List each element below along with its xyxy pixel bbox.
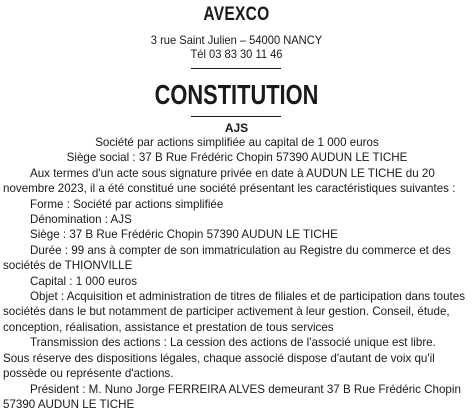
notice-line-transfer-cont1: Sous réserve des dispositions légales, chaque associé dispose d'autant de voix qu'il: [3, 351, 435, 365]
notice-line-duration: Durée : 99 ans à compter de son immatriculation au Registre du commerce et des: [30, 243, 451, 257]
notice-line-transfer: Transmission des actions : La cession des actions de l'associé unique est libre.: [30, 336, 436, 350]
publisher-address: 3 rue Saint Julien – 54000 NANCY: [150, 34, 323, 47]
notice-line-president-cont: 57390 AUDUN LE TICHE: [3, 397, 135, 411]
publisher-name: AVEXCO: [203, 4, 270, 25]
notice-title: CONSTITUTION: [154, 79, 319, 110]
notice-line-purpose: Objet : Acquisition et administration de titres de filiales et de participation dans toutes: [30, 290, 466, 304]
company-name: AJS: [224, 121, 249, 135]
divider-bottom: [191, 116, 281, 117]
divider-top: [191, 68, 281, 69]
notice-line-capital-header: Société par actions simplifiée au capital de 1 000 euros: [95, 136, 379, 149]
notice-line-president: Président : M. Nuno Jorge FERREIRA ALVES demeurant 37 B Rue Frédéric Chopin: [30, 382, 461, 396]
notice-line-capital: Capital : 1 000 euros: [30, 274, 137, 288]
notice-line-seat: Siège : 37 B Rue Frédéric Chopin 57390 AUDUN LE TICHE: [30, 228, 338, 242]
publisher-phone: Tél 03 83 30 11 46: [190, 48, 283, 61]
notice-line-form: Forme : Société par actions simplifiée: [30, 197, 224, 211]
notice-body: [3, 135, 471, 412]
notice-line-purpose-cont1: sociétés dans le but notamment de participer activement à leur gestion. Conseil, étude,: [3, 305, 450, 319]
notice-line-duration-cont: sociétés de THIONVILLE: [3, 259, 133, 273]
notice-line-purpose-cont2: conception, réalisation, assistance et prestation de tous services: [3, 320, 334, 334]
notice-line-transfer-cont2: possède ou représente d'actions.: [3, 367, 174, 381]
notice-line-name: Dénomination : AJS: [30, 213, 132, 227]
notice-line-deed-cont: novembre 2023, il a été constitué une société présentant les caractéristiques suivantes :: [3, 182, 456, 196]
notice-line-deed: Aux termes d'un acte sous signature privée en date à AUDUN LE TICHE du 20: [30, 166, 435, 180]
notice-line-seat-header: Siège social : 37 B Rue Frédéric Chopin 57390 AUDUN LE TICHE: [66, 151, 408, 165]
